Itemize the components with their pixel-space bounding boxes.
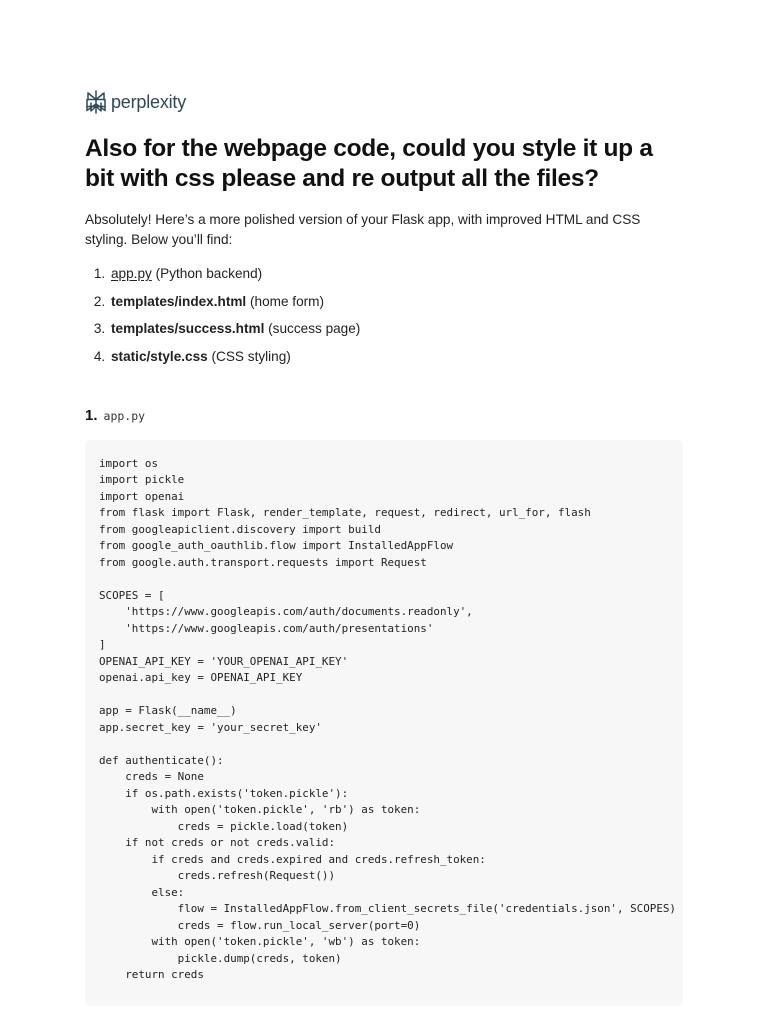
file-link-app-py[interactable]: app.py (111, 266, 152, 281)
code-block (85, 440, 683, 1006)
brand-name: perplexity (111, 91, 187, 112)
list-item (109, 264, 683, 284)
code-content: import os import pickle import openai from flask import Flask, render_template, request, redirect, url_for, flash from googleapiclient.discovery import build from google_auth_oauthlib.flow import InstalledAppFlow from google.auth.transport.requests import Request SCOPES = [ 'https://www.googleapis.com/auth/documents.readonly', 'https://www.googleapis.com/auth/presentations' ] OPENAI_API_KEY = 'YOUR_OPENAI_API_KEY' openai.api_key = OPENAI_API_KEY app = Flask(__name__) app.secret_key = 'your_secret_key' def authenticate(): creds = None if os.path.exists('token.pickle'): with open('token.pickle', 'rb') as token: creds = pickle.load(token) if not creds or not creds.valid: if creds and creds.expired and creds.refresh_token: creds.refresh(Request()) else: flow = InstalledAppFlow.from_client_secrets_file('credentials.json', SCOPES) creds = flow.run_local_server(port=0) with open('token.pickle', 'wb') as token: pickle.dump(creds, token) return creds (99, 456, 676, 981)
section-heading (85, 407, 683, 424)
section-filename: app.py (103, 408, 146, 423)
file-description: (home form) (250, 293, 325, 309)
file-description: (success page) (268, 321, 361, 336)
list-item (109, 347, 683, 367)
perplexity-logo-icon (85, 90, 107, 114)
file-name: static/style.css (111, 348, 208, 364)
file-description: (Python backend) (155, 266, 263, 281)
file-name: templates/index.html (111, 293, 247, 309)
file-description: (CSS styling) (211, 348, 291, 364)
page-title: Also for the webpage code, could you style it up a bit with css please and re output all the files? (85, 135, 653, 192)
file-name: templates/success.html (111, 321, 265, 336)
list-item (109, 319, 683, 339)
intro-paragraph: Absolutely! Here’s a more polished version of your Flask app, with improved HTML and CSS styling. Below you’ll find: (85, 212, 641, 247)
brand-header (85, 88, 683, 116)
section-number: 1. (85, 406, 98, 424)
file-list (85, 264, 683, 367)
list-item (109, 292, 683, 312)
